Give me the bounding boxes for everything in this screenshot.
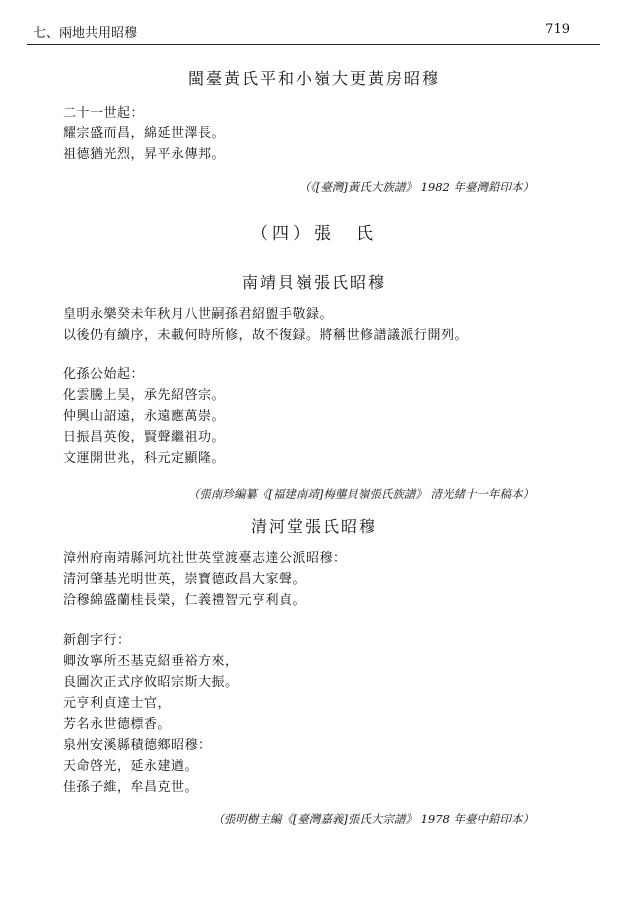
text-line: 芳名永世德標香。 (63, 717, 172, 732)
text-line: 元亨利貞達士官， (63, 696, 172, 711)
text-line: 文運開世兆，科元定顯隆。 (63, 451, 226, 466)
section-title-nanjing: 南靖貝嶺張氏昭穆 (241, 273, 386, 292)
text-line: 化雲騰上昊，承先紹啓宗。 (63, 388, 226, 403)
text-line: 漳州府南靖縣河坑社世英堂渡臺志達公派昭穆： (63, 551, 347, 566)
text-line: 泉州安溪縣積德鄉昭穆： (63, 738, 212, 753)
text-line: 耀宗盛而昌，綿延世澤長。 (63, 126, 226, 141)
text-line: 仲興山詔遠，永遠應萬崇。 (63, 409, 226, 424)
chapter-heading: 七、兩地共用昭穆 (33, 26, 138, 41)
text-line: 新創字行： (63, 633, 131, 648)
text-line: 化孫公始起： (63, 367, 145, 382)
group-title-zhang: （四）張 氏 (251, 224, 377, 244)
text-line: 天命啓光，延永建遒。 (63, 759, 199, 774)
text-line: 日振昌英俊，賢聲繼祖功。 (63, 430, 226, 445)
page-number: 719 (545, 22, 570, 37)
text-line: 卿汝寧所丕基克紹垂裕方來， (63, 654, 239, 669)
text-line: 佳孫子維，牟昌克世。 (63, 780, 199, 795)
citation-nanjing: （張南珍編纂《[福建南靖]梅壟貝嶺張氏族譜》 清光緒十一年稿本） (187, 487, 534, 501)
text-line: 清河肇基光明世英，崇寶德政昌大家聲。 (63, 572, 307, 587)
text-line: 祖德猶光烈，昇平永傳邦。 (63, 147, 226, 162)
section-title-huang: 閩臺黃氏平和小嶺大更黃房昭穆 (187, 69, 440, 88)
section-title-qinghe: 清河堂張氏昭穆 (250, 517, 377, 536)
text-line: 二十一世起： (63, 106, 145, 121)
text-line: 良圖次正式序攸昭宗斯大振。 (63, 675, 239, 690)
running-header (27, 18, 600, 45)
citation-huang: （《[臺灣]黃氏大族譜》 1982 年臺灣鉛印本） (298, 180, 534, 194)
citation-qinghe: （張明樹主編《[臺灣嘉義]張氏大宗譜》 1978 年臺中鉛印本） (212, 812, 534, 826)
text-line: 皇明永樂癸未年秋月八世嗣孫君紹盥手敬録。 (63, 307, 334, 322)
text-line: 洽穆綿盛蘭桂長榮，仁義禮智元亨利貞。 (63, 593, 307, 608)
text-line: 以後仍有續序，未載何時所修，故不復録。將稱世修譜議派行開列。 (63, 328, 469, 343)
